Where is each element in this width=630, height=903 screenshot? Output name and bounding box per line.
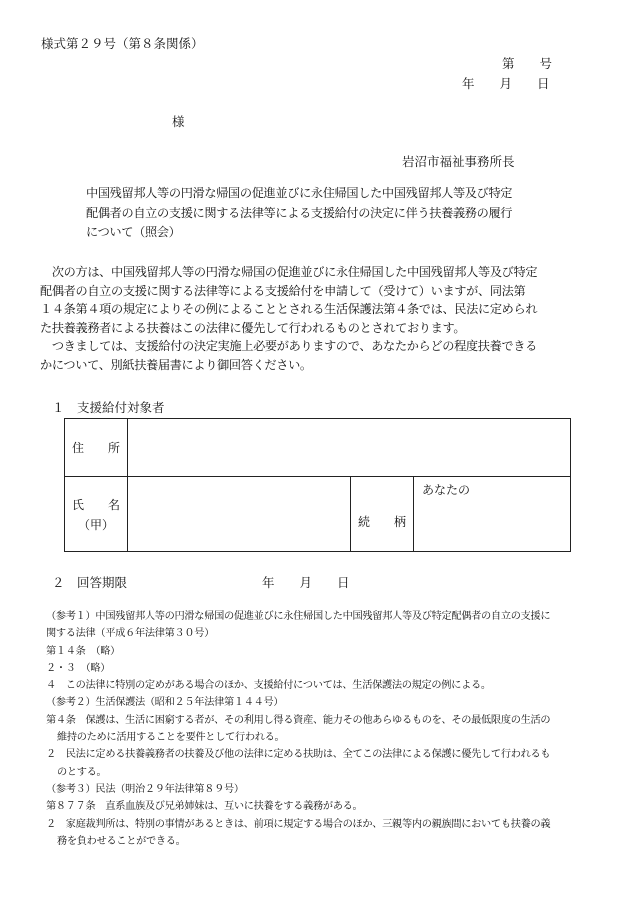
reference-line: （参考３）民法（明治２９年法律第８９号） [46, 783, 244, 795]
reference-line: （参考１）中国残留邦人等の円滑な帰国の促進並びに永住帰国した中国残留邦人等及び特定配偶者の自立の支援に [46, 611, 551, 622]
document-title [86, 184, 596, 243]
body-line: 配偶者の自立の支援に関する法律等による支援給付を申請して（受けて）いますが、同法第 [40, 283, 526, 298]
title-line: について（照会） [86, 225, 181, 239]
body-line: つきましては、支援給付の決定実施上必要がありますので、あなたからどの程度扶養できる [40, 339, 537, 353]
reference-line: ２ 民法に定める扶養義務者の扶養及び他の法律に定める扶助は、全てこの法律による保護に優先して行われるも [46, 749, 551, 761]
reference-line: 関する法律（平成６年法律第３０号） [46, 628, 215, 640]
reference-line: ４ この法律に特別の定めがある場合のほか、支援給付については、生活保護法の規定の例による。 [46, 680, 491, 692]
relation-label-cell [351, 477, 414, 552]
name-sub-label: （甲） [77, 517, 114, 532]
issue-date-label: 年 月 日 [462, 76, 550, 91]
section2-heading: ２ 回答期限 [52, 575, 128, 590]
name-label-cell [65, 477, 128, 552]
reference-line: 第４条 保護は、生活に困窮する者が、その利用し得る資産、能力その他あらゆるものを、その最低限度の生活の [46, 714, 551, 726]
name-value-cell [128, 477, 351, 552]
reference-notes [46, 608, 606, 850]
document-number-label: 第 号 [502, 56, 553, 71]
relation-note: あなたの [422, 483, 471, 497]
name-label: 氏 名 [71, 497, 120, 512]
sender-name: 岩沼市福祉事務所長 [402, 154, 515, 169]
reference-line: （参考２）生活保護法（昭和２５年法律第１４４号） [46, 697, 284, 709]
reference-line: 第１４条 （略） [46, 645, 120, 657]
reply-deadline-date: 年 月 日 [262, 575, 350, 590]
relation-value-cell [414, 477, 571, 552]
reference-line: 第８７７条 直系血族及び兄弟姉妹は、互いに扶養をする義務がある。 [46, 801, 363, 813]
address-value-cell [128, 419, 571, 477]
body-line: 次の方は、中国残留邦人等の円滑な帰国の促進並びに永住帰国した中国残留邦人等及び特定 [40, 265, 538, 279]
body-line: かについて、別紙扶養届書により御回答ください。 [40, 357, 312, 372]
title-line: 中国残留邦人等の円滑な帰国の促進並びに永住帰国した中国残留邦人等及び特定 [86, 186, 513, 200]
recipient-info-table [64, 418, 571, 552]
relation-label: 続 柄 [357, 514, 406, 529]
reference-line: 維持のために活用することを要件として行われる。 [57, 732, 285, 744]
reference-line: ２・３ （略） [46, 662, 111, 674]
address-label: 住 所 [71, 441, 120, 455]
section1-heading: １ 支援給付対象者 [52, 400, 165, 415]
body-line: た扶養義務者による扶養はこの法律に優先して行われるものとされております。 [40, 320, 466, 335]
body-text [40, 263, 600, 374]
addressee-suffix: 様 [172, 114, 185, 129]
reference-line: ２ 家庭裁判所は、特別の事情があるときは、前項に規定する場合のほか、三親等内の親族間においても扶養の義 [46, 818, 551, 830]
address-label-cell [65, 419, 128, 477]
reference-line: 務を負わせることができる。 [57, 835, 186, 847]
title-line: 配偶者の自立の支援に関する法律等による支援給付の決定に伴う扶養義務の履行 [86, 205, 513, 220]
body-line: １４条第４項の規定によりその例によることとされる生活保護法第４条では、民法に定められ [40, 302, 538, 316]
reference-line: のとする。 [57, 766, 107, 778]
form-number: 様式第２９号（第８条関係） [41, 36, 204, 51]
